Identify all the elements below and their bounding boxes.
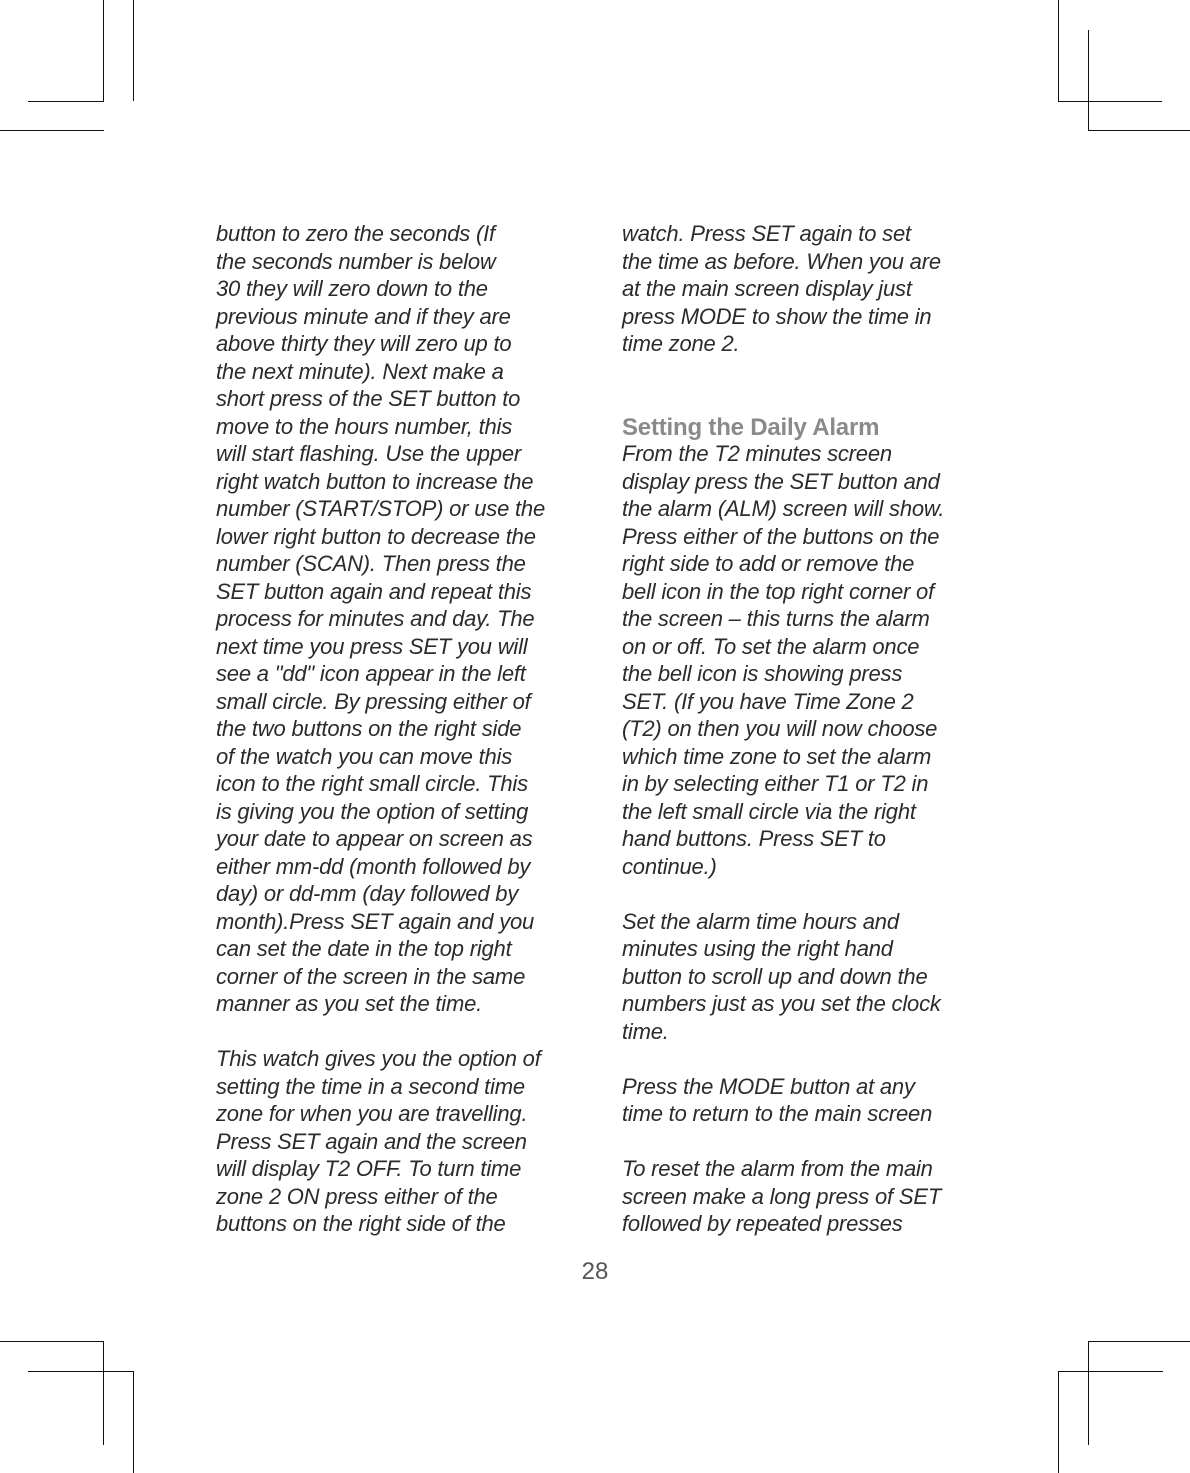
text-line: (T2) on then you will now choose	[622, 716, 938, 741]
text-line: short press of the SET button to	[216, 386, 521, 411]
text-line: bell icon in the top right corner of	[622, 578, 934, 604]
text-line: at the main screen display just	[622, 276, 912, 301]
paragraph-gap	[622, 1128, 984, 1156]
text-line: right side to add or remove the	[622, 551, 915, 576]
right-column-intro	[622, 220, 984, 358]
text-line: the time as before. When you are	[622, 248, 941, 274]
text-line: 30 they will zero down to the	[216, 276, 488, 301]
text-line: previous minute and if they are	[216, 303, 511, 329]
text-line: Press SET again and the screen	[216, 1128, 527, 1154]
text-line: display press the SET button and	[622, 468, 940, 494]
text-line: To reset the alarm from the main	[622, 1156, 933, 1181]
text-line: month).Press SET again and you	[216, 908, 535, 934]
text-line: of the watch you can move this	[216, 743, 513, 769]
paragraph-gap	[622, 880, 984, 908]
text-line: above thirty they will zero up to	[216, 331, 512, 356]
text-line: corner of the screen in the same	[216, 963, 526, 989]
section-heading: Setting the Daily Alarm	[622, 413, 880, 441]
crop-mark	[133, 1371, 134, 1473]
text-line: time to return to the main screen	[622, 1101, 933, 1126]
paragraph-gap	[622, 358, 984, 386]
text-line: will display T2 OFF. To turn time	[216, 1156, 522, 1181]
paragraph-gap	[622, 385, 984, 413]
text-line: numbers just as you set the clock	[622, 991, 941, 1016]
text-line: watch. Press SET again to set	[622, 221, 911, 246]
crop-mark	[0, 1341, 104, 1342]
left-text-column	[216, 220, 576, 1238]
text-line: Press the MODE button at any	[622, 1073, 915, 1099]
page-number: 28	[581, 1258, 609, 1285]
paragraph-gap	[622, 1045, 984, 1073]
text-line: in by selecting either T1 or T2 in	[622, 771, 929, 796]
crop-mark	[1058, 1371, 1163, 1372]
text-line: next time you press SET you will	[216, 633, 528, 659]
text-line: which time zone to set the alarm	[622, 743, 932, 769]
text-line: SET button again and repeat this	[216, 578, 532, 604]
text-line: the two buttons on the right side	[216, 716, 522, 741]
text-line: on or off. To set the alarm once	[622, 633, 920, 659]
crop-mark	[1058, 0, 1059, 101]
text-line: press MODE to show the time in	[622, 303, 932, 329]
text-line: number (SCAN). Then press the	[216, 551, 526, 576]
crop-mark	[103, 0, 104, 101]
text-line: From the T2 minutes screen	[622, 441, 892, 466]
text-line: screen make a long press of SET	[622, 1183, 942, 1209]
crop-mark	[103, 1341, 104, 1445]
text-line: continue.)	[622, 853, 717, 879]
crop-mark	[1058, 1371, 1059, 1473]
text-line: followed by repeated presses	[622, 1211, 903, 1236]
text-line: zone 2 ON press either of the	[216, 1183, 498, 1209]
text-line: the alarm (ALM) screen will show.	[622, 496, 945, 521]
text-line: the left small circle via the right	[622, 798, 916, 824]
text-line: can set the date in the top right	[216, 936, 512, 961]
text-line: is giving you the option of setting	[216, 798, 529, 824]
text-line: either mm-dd (month followed by	[216, 853, 531, 879]
text-line: move to the hours number, this	[216, 413, 513, 439]
text-line: right watch button to increase the	[216, 468, 534, 494]
text-line: manner as you set the time.	[216, 991, 483, 1016]
text-line: button to zero the seconds (If	[216, 221, 495, 246]
text-line: icon to the right small circle. This	[216, 771, 528, 796]
crop-mark	[1088, 1341, 1190, 1342]
text-line: zone for when you are travelling.	[216, 1101, 528, 1126]
text-line: day) or dd-mm (day followed by	[216, 881, 519, 906]
crop-mark	[0, 130, 104, 131]
text-line: will start flashing. Use the upper	[216, 441, 522, 466]
paragraph-gap	[216, 1018, 576, 1046]
text-line: buttons on the right side of the	[216, 1211, 506, 1236]
text-line: hand buttons. Press SET to	[622, 826, 886, 851]
text-line: SET. (If you have Time Zone 2	[622, 688, 914, 714]
crop-mark	[1058, 101, 1162, 102]
text-line: small circle. By pressing either of	[216, 688, 531, 714]
text-line: button to scroll up and down the	[622, 963, 928, 989]
text-line: the bell icon is showing press	[622, 661, 903, 686]
text-line: time.	[622, 1018, 669, 1044]
text-line: the next minute). Next make a	[216, 358, 504, 384]
text-line: minutes using the right hand	[622, 936, 893, 961]
text-line: setting the time in a second time	[216, 1073, 525, 1099]
text-line: your date to appear on screen as	[216, 826, 533, 851]
crop-mark	[1088, 1341, 1089, 1445]
crop-mark	[1088, 130, 1190, 131]
right-text-column	[622, 220, 984, 1238]
text-line: time zone 2.	[622, 331, 740, 356]
text-line: This watch gives you the option of	[216, 1046, 541, 1071]
text-line: the seconds number is below	[216, 248, 496, 274]
text-line: number (START/STOP) or use the	[216, 496, 546, 521]
crop-mark	[28, 101, 104, 102]
crop-mark	[1088, 30, 1089, 130]
text-line: the screen – this turns the alarm	[622, 606, 930, 631]
right-column-body	[622, 440, 984, 1238]
text-line: lower right button to decrease the	[216, 523, 536, 549]
crop-mark	[133, 0, 134, 101]
text-line: see a "dd" icon appear in the left	[216, 661, 526, 686]
text-line: Press either of the buttons on the	[622, 523, 940, 549]
text-line: Set the alarm time hours and	[622, 908, 899, 934]
text-line: process for minutes and day. The	[216, 606, 535, 631]
crop-mark	[28, 1371, 133, 1372]
